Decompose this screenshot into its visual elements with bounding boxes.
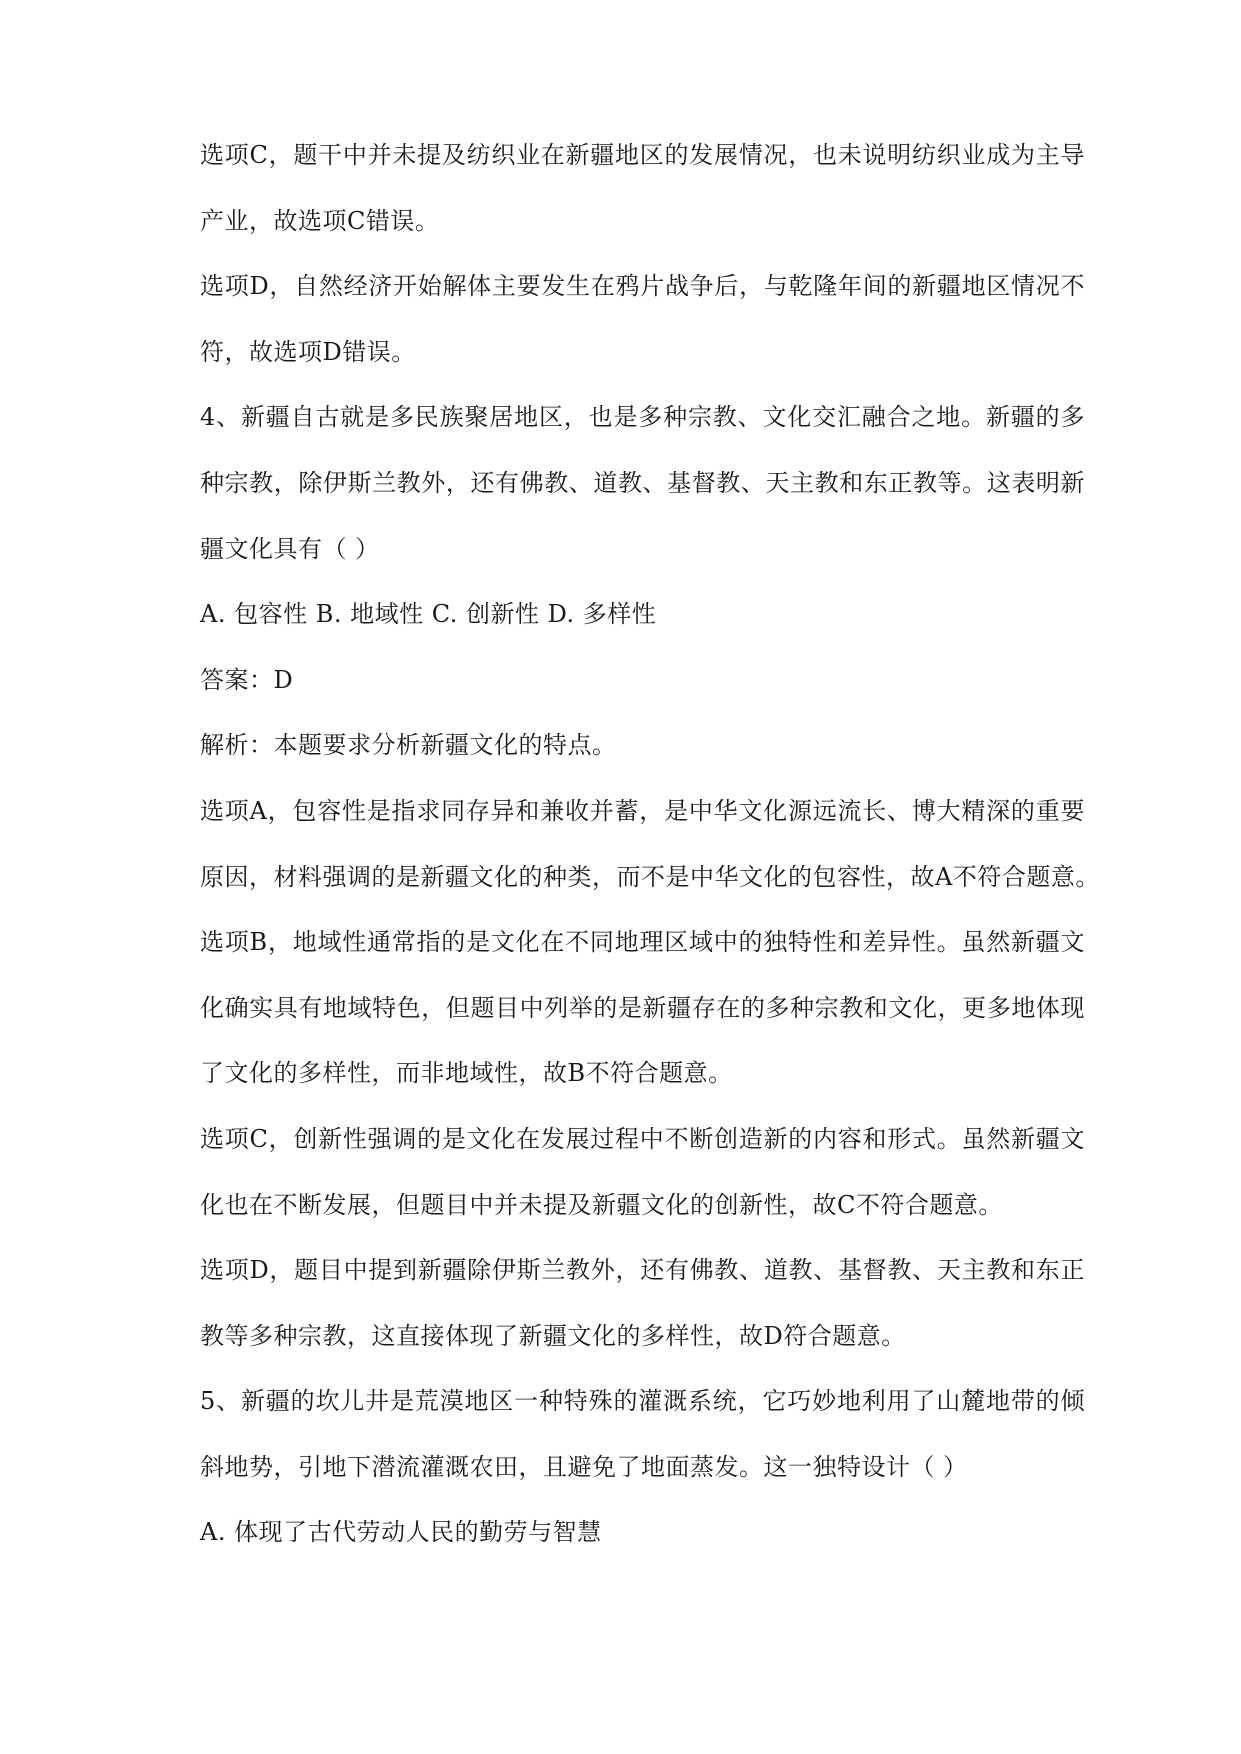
text-line: 了文化的多样性，而非地域性，故B不符合题意。	[200, 1059, 733, 1088]
text-line: 选项D，自然经济开始解体主要发生在鸦片战争后，与乾隆年间的新疆地区情况不	[200, 272, 1085, 301]
text-line: 产业，故选项C错误。	[200, 206, 440, 235]
text-line: 教等多种宗教，这直接体现了新疆文化的多样性，故D符合题意。	[200, 1321, 906, 1350]
text-line: A. 包容性 B. 地域性 C. 创新性 D. 多样性	[200, 600, 657, 629]
text-line: 选项A，包容性是指求同存异和兼收并蓄，是中华文化源远流长、博大精深的重要	[200, 796, 1085, 825]
text-line: 原因，材料强调的是新疆文化的种类，而不是中华文化的包容性，故A不符合题意。	[200, 862, 1100, 891]
text-line: 选项C，创新性强调的是文化在发展过程中不断创造新的内容和形式。虽然新疆文	[200, 1124, 1085, 1153]
text-line: 答案：D	[200, 665, 294, 694]
text-line: 疆文化具有（ ）	[200, 534, 380, 563]
text-line: 解析：本题要求分析新疆文化的特点。	[200, 731, 617, 760]
text-line: 种宗教，除伊斯兰教外，还有佛教、道教、基督教、天主教和东正教等。这表明新	[200, 468, 1085, 497]
text-line: 化确实具有地域特色，但题目中列举的是新疆存在的多种宗教和文化，更多地体现	[200, 993, 1085, 1022]
document-page	[200, 140, 1100, 1583]
text-line: 斜地势，引地下潜流灌溉农田，且避免了地面蒸发。这一独特设计（ ）	[200, 1452, 968, 1481]
text-line: 选项D，题目中提到新疆除伊斯兰教外，还有佛教、道教、基督教、天主教和东正	[200, 1256, 1085, 1285]
text-line: 选项B，地域性通常指的是文化在不同地理区域中的独特性和差异性。虽然新疆文	[200, 928, 1085, 957]
text-line: A. 体现了古代劳动人民的勤劳与智慧	[200, 1518, 602, 1547]
text-line: 5、新疆的坎儿井是荒漠地区一种特殊的灌溉系统，它巧妙地利用了山麓地带的倾	[200, 1387, 1085, 1416]
text-line: 化也在不断发展，但题目中并未提及新疆文化的创新性，故C不符合题意。	[200, 1190, 1003, 1219]
text-line: 4、新疆自古就是多民族聚居地区，也是多种宗教、文化交汇融合之地。新疆的多	[200, 403, 1085, 432]
text-line: 符，故选项D错误。	[200, 337, 416, 366]
text-line: 选项C，题干中并未提及纺织业在新疆地区的发展情况，也未说明纺织业成为主导	[200, 141, 1085, 169]
